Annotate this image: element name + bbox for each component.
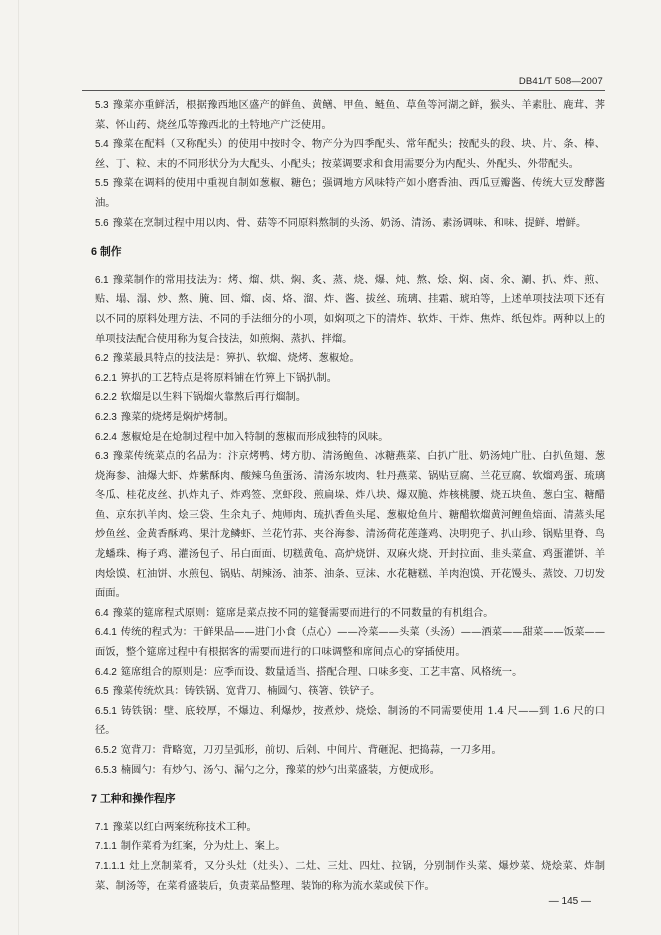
clause-5-4 bbox=[95, 135, 605, 174]
clause-text: 制作菜肴为红案，分为灶上、案上。 bbox=[120, 840, 286, 853]
clause-text: 豫菜在调料的使用中重视自制如葱椒、糖色；强调地方风味特产如小磨香油、西瓜豆瓣酱、传统大豆发酵酱油。 bbox=[95, 177, 605, 209]
section-7-title: 7 工种和操作程序 bbox=[91, 793, 176, 806]
clause-6-4 bbox=[95, 604, 605, 624]
clause-number: 6.2.2 bbox=[95, 392, 117, 404]
clause-5-3 bbox=[95, 96, 605, 135]
clause-number: 6.2 bbox=[95, 353, 109, 365]
clause-number: 6.2.4 bbox=[95, 431, 117, 443]
clause-number: 5.5 bbox=[95, 178, 109, 190]
clause-7-1-1 bbox=[95, 837, 605, 857]
clause-text: 豫菜最具特点的技法是：箅扒、软熘、烧烤、葱椒炝。 bbox=[112, 352, 360, 365]
clause-number: 6.5.1 bbox=[95, 705, 117, 717]
clause-text: 豫菜传统炊具：铸铁锅、宽背刀、楠圆勺、筷箸、铁铲子。 bbox=[112, 685, 381, 698]
clause-text: 豫菜制作的常用技法为：烤、熘、烘、焖、炙、蒸、烧、爆、炖、熬、烩、焖、卤、氽、涮、扒、炸、煎、贴、塌、溻、炒、熬、腌、回、熘、卤、烙、溜、炸、酱、拔丝、琉璃、挂霜、琥珀等，上述单项技法项下还有以不同的原料处理方法、不同的手法细分的小项，如焖项之下的清炸、软炸、干炸、焦炸、纸包炸。两种以上的单项技法配合使用称为复合技法，如煎焖、蒸扒、拌熘。 bbox=[95, 273, 605, 345]
clause-6-3 bbox=[95, 447, 605, 604]
clause-number: 6.5.3 bbox=[95, 764, 117, 776]
clause-number: 7.1.1 bbox=[95, 841, 117, 853]
binding-shadow bbox=[18, 0, 19, 935]
clause-number: 6.5.2 bbox=[95, 745, 117, 756]
clause-7-1 bbox=[95, 818, 605, 838]
clause-6-2-3 bbox=[95, 408, 605, 428]
clause-number: 6.1 bbox=[95, 274, 109, 286]
clause-6-2 bbox=[95, 349, 605, 369]
clause-6-2-2 bbox=[95, 388, 605, 408]
clause-number: 6.4 bbox=[95, 607, 109, 619]
clause-text: 灶上烹制菜肴，又分头灶（灶头）、二灶、三灶、四灶、拉锅，分别制作头菜、爆炒菜、烧烩菜、炸制菜、制汤等，在菜肴盛装后，负责菜品整理、装饰的称为流水菜或侯下作。 bbox=[95, 859, 605, 892]
clause-number: 6.4.1 bbox=[95, 627, 117, 639]
clause-number: 6.3 bbox=[95, 451, 109, 463]
clause-6-5-1 bbox=[95, 702, 605, 741]
clause-text: 宽背刀：背略宽，刀刃呈弧形，前切、后剁、中间片、背砸泥、把捣蒜，一刀多用。 bbox=[120, 744, 502, 756]
clause-5-6 bbox=[95, 214, 605, 234]
clause-6-5 bbox=[95, 682, 605, 702]
clause-number: 6.2.1 bbox=[95, 372, 117, 384]
clause-text: 楠圆勺：有炒勺、汤勺、漏勺之分，豫菜的炒勺出菜盛装，方便成形。 bbox=[120, 763, 440, 776]
clause-text: 豫菜传统菜点的名品为：汴京烤鸭、烤方肋、清汤鲍鱼、冰糖燕菜、白扒广肚、奶汤炖广肚、白扒鱼翅、葱烧海参、油爆大虾、炸紫酥肉、酸辣乌鱼蛋汤、清汤东坡肉、牡丹燕菜、锅贴豆腐、兰花豆腐、软熘鸡蛋、琉璃冬瓜、桂花皮丝、扒炸丸子、炸鸡签、烹虾段、煎扁垛、炸八块、爆双脆、炸核桃腰、烧五块鱼、葱白宝、糖醋鱼、京东扒羊肉、烩三袋、生余丸子、炖师肉、琉扒香鱼头尾、葱椒炝鱼片、糖醋软熘黄河鲤鱼焙面、清蒸头尾炒鱼丝、金黄香酥鸡、果汁龙鳞虾、兰花竹荪、夹谷海参、清汤荷花莲蓬鸡、决明兜子、扒山珍、锅贴里脊、鸟龙蟠珠、梅子鸡、灌汤包子、吊白面面、切糕黄龟、高炉烧饼、双麻火烧、开封拉面、韭头菜盒、鸡蛋灌饼、羊肉烩馍、杠油饼、水煎包、锅贴、胡辣汤、油茶、油条、豆沫、水花糖糕、羊肉泡馍、开花馒头、蒸饺、刀切发面面。 bbox=[95, 450, 605, 600]
clause-text: 豫菜的筵席程式原则：筵席是菜点按不同的筵餐需要而进行的不同数量的有机组合。 bbox=[112, 606, 494, 619]
clause-6-5-2 bbox=[95, 741, 605, 761]
clause-number: 6.4.2 bbox=[95, 666, 117, 678]
clause-number: 6.5 bbox=[95, 686, 109, 698]
clause-number: 6.2.3 bbox=[95, 411, 117, 423]
clause-text: 豫菜在配料（又称配头）的使用中按时令、物产分为四季配头、常年配头；按配头的段、块、片、条、棒、丝、丁、粒、末的不同形状分为大配头、小配头；按菜调要求和食用需要分为内配头、外配头、外带配头。 bbox=[95, 138, 605, 170]
clause-text: 箅扒的工艺特点是将原料铺在竹箅上下锅扒制。 bbox=[120, 371, 338, 384]
clause-6-4-1 bbox=[95, 623, 605, 662]
section-6-title: 6 制作 bbox=[91, 246, 122, 259]
clause-number: 5.3 bbox=[95, 100, 109, 111]
clause-text: 传统的程式为：干鲜果品——进门小食（点心）——冷菜——头菜（头汤）——酒菜——甜菜——饭菜——面饭，整个筵席过程中有根据客的需要而进行的口味调整和席间点心的穿插使用。 bbox=[95, 626, 605, 659]
clause-number: 5.6 bbox=[95, 217, 109, 229]
clause-number: 7.1 bbox=[95, 821, 109, 833]
clause-number: 5.4 bbox=[95, 139, 109, 151]
clause-text: 豫菜的烧烤是焖炉烤制。 bbox=[120, 410, 235, 423]
header-rule bbox=[82, 90, 605, 91]
clause-number: 7.1.1.1 bbox=[95, 860, 125, 872]
clause-6-2-4 bbox=[95, 428, 605, 448]
clause-6-4-2 bbox=[95, 663, 605, 683]
page-content bbox=[91, 96, 605, 896]
clause-5-5 bbox=[95, 174, 605, 213]
clause-text: 铸铁锅：壁、底较厚，不爆边、利爆炒，按煮炒、烧烩、制汤的不同需要使用 1.4 尺——到 1.6 尺的口径。 bbox=[95, 704, 605, 737]
clause-6-2-1 bbox=[95, 369, 605, 389]
clause-text: 豫菜以红白两案统称技术工种。 bbox=[112, 820, 257, 833]
clause-text: 软熘是以生料下锅熘火靠熬后再行熘制。 bbox=[120, 391, 307, 404]
clause-6-1 bbox=[95, 271, 605, 349]
clause-text: 葱椒炝是在炝制过程中加入特制的葱椒而形成独特的风味。 bbox=[120, 430, 389, 443]
clause-text: 筵席组合的原则是：应季而设、数量适当、搭配合理、口味多变、工艺丰富、风格统一。 bbox=[120, 665, 523, 678]
clause-text: 豫菜在烹制过程中用以肉、骨、菇等不同原料熬制的头汤、奶汤、清汤、素汤调味、和味、提鲜、增鲜。 bbox=[112, 216, 587, 229]
standard-number: DB41/T 508—2007 bbox=[518, 76, 603, 87]
clause-text: 豫菜亦重鲜活，根据豫西地区盛产的鲜鱼、黄鳝、甲鱼、鲢鱼、草鱼等河湖之鲜，猴头、羊素肚、鹿茸、荠菜、怀山药、烧丝瓜等豫西北的土特地产广泛使用。 bbox=[95, 99, 605, 131]
clause-6-5-3 bbox=[95, 761, 605, 781]
page-number: — 145 — bbox=[548, 896, 591, 907]
clause-7-1-1-1 bbox=[95, 857, 605, 896]
